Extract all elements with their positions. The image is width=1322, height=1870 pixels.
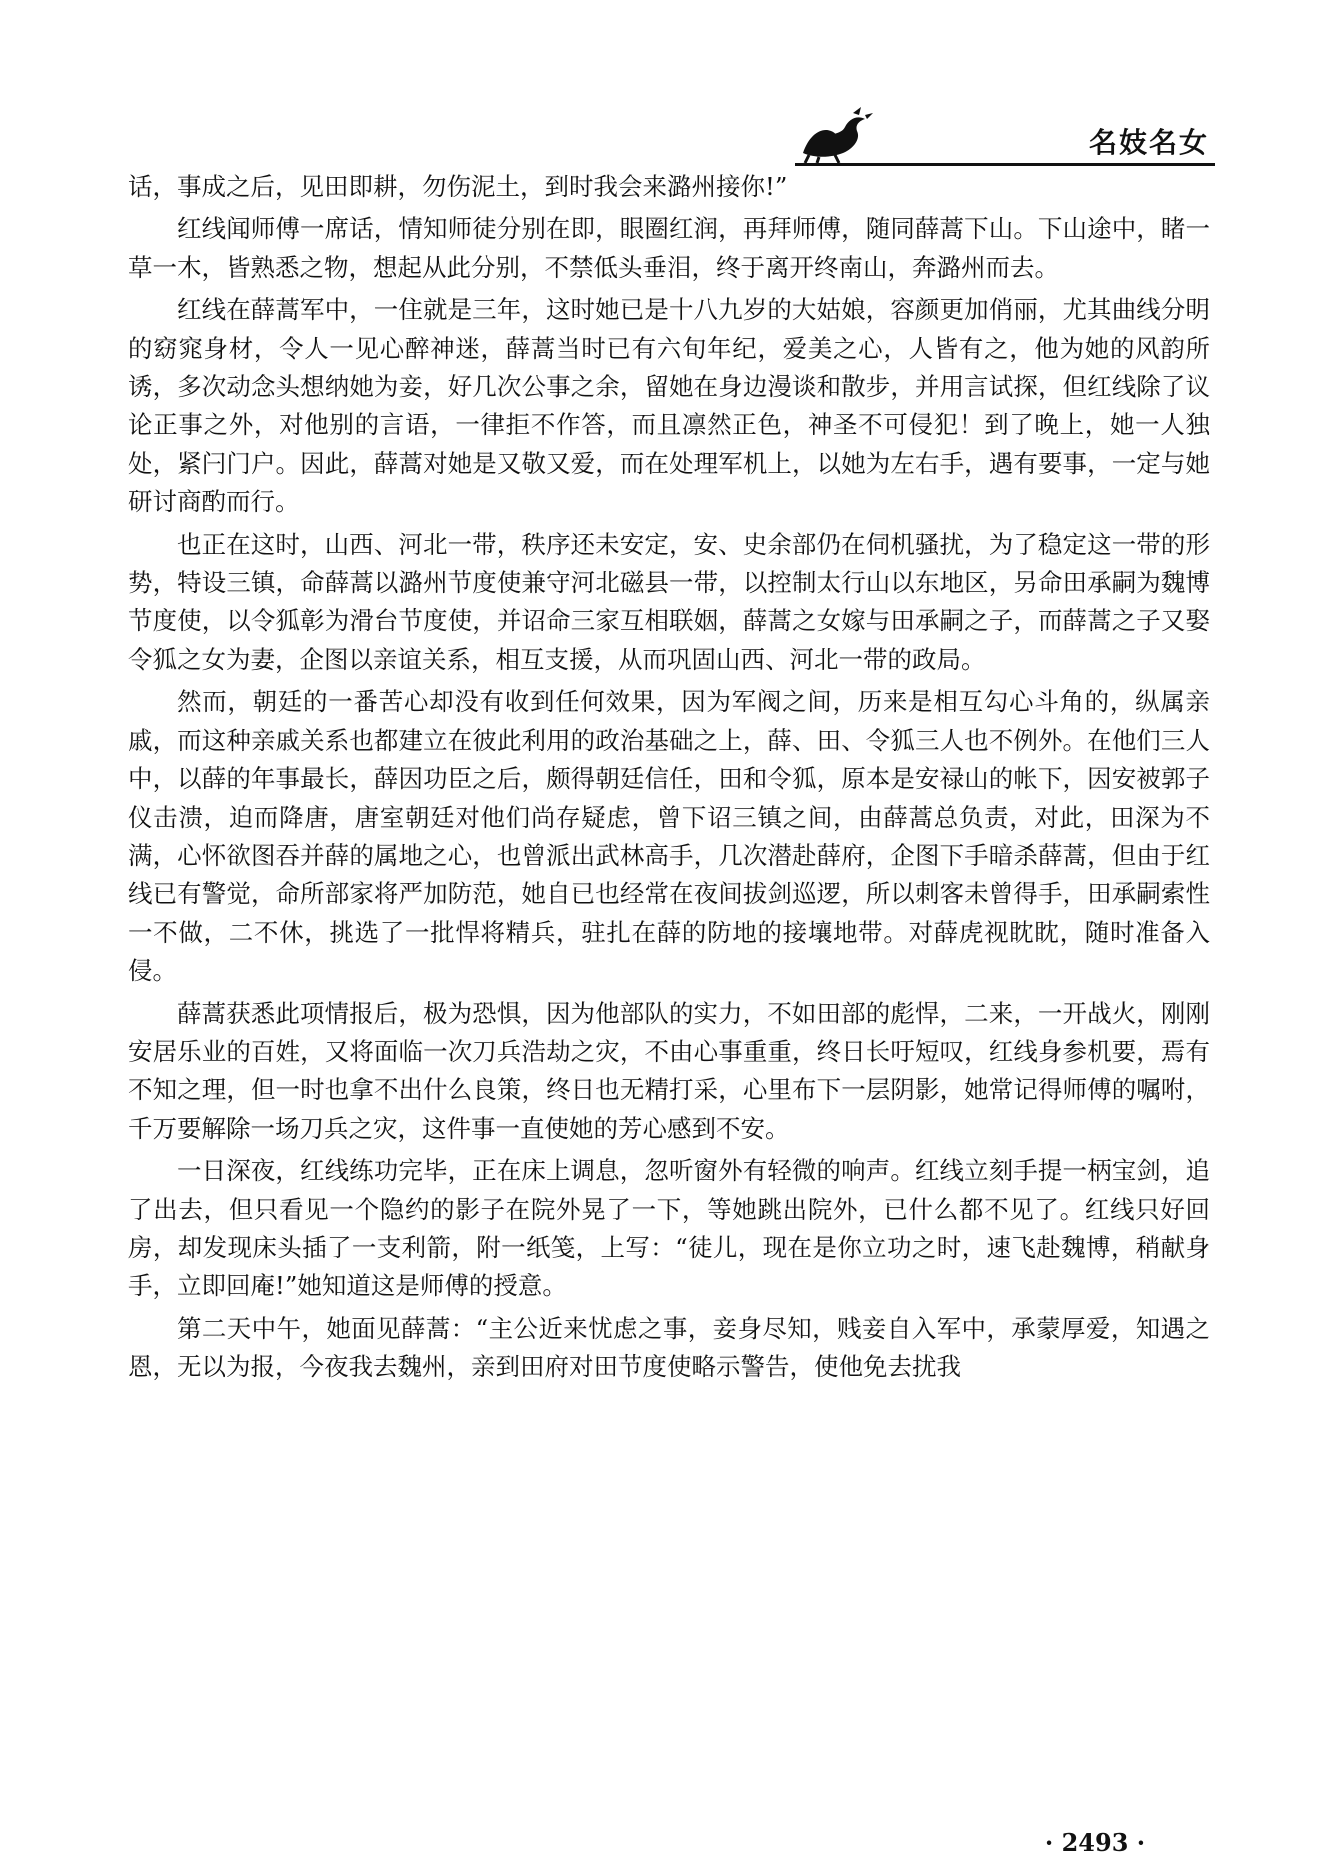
paragraph: 薛蒿获悉此项情报后，极为恐惧，因为他部队的实力，不如田部的彪悍，二来，一开战火，刚刚安居乐业的百姓，又将面临一次刀兵浩劫之灾，不由心事重重，终日长吁短叹，红线身参机要，焉有不知之理，但一时也拿不出什么良策，终日也无精打采，心里布下一层阴影，她常记得师傅的嘱咐，千万要解除一场刀兵之灾，这件事一直使她的芳心感到不安。 — [128, 998, 1210, 1143]
dragon-emblem-icon — [795, 105, 875, 165]
header-title: 名妓名女 — [1088, 126, 1209, 159]
paragraph: 话，事成之后，见田即耕，勿伤泥土，到时我会来潞州接你!” — [128, 172, 788, 201]
paragraph: 第二天中午，她面见薛蒿：“主公近来忧虑之事，妾身尽知，贱妾自入军中，承蒙厚爱，知遇之恩，无以为报，今夜我去魏州，亲到田府对田节度使略示警告，使他免去扰我 — [128, 1313, 1210, 1382]
paragraph: 一日深夜，红线练功完毕，正在床上调息，忽听窗外有轻微的响声。红线立刻手提一柄宝剑，追了出去，但只看见一个隐约的影子在院外晃了一下，等她跳出院外，已什么都不见了。红线只好回房，却发现床头插了一支利箭，附一纸笺，上写：“徒儿，现在是你立功之时，速飞赴魏博，稍献身手，立即回庵!”她知道这是师傅的授意。 — [128, 1156, 1210, 1301]
paragraph: 红线闻师傅一席话，情知师徒分别在即，眼圈红润，再拜师傅，随同薛蒿下山。下山途中，睹一草一木，皆熟悉之物，想起从此分别，不禁低头垂泪，终于离开终南山，奔潞州而去。 — [128, 214, 1210, 282]
paragraph: 红线在薛蒿军中，一住就是三年，这时她已是十八九岁的大姑娘，容颜更加俏丽，尤其曲线分明的窈窕身材，令人一见心醉神迷，薛蒿当时已有六旬年纪，爱美之心，人皆有之，他为她的风韵所诱，多次动念头想纳她为妾，好几次公事之余，留她在身边漫谈和散步，并用言试探，但红线除了议论正事之外，对他别的言语，一律拒不作答，而且凛然正色，神圣不可侵犯！到了晚上，她一人独处，紧闩门户。因此，薛蒿对她是又敬又爱，而在处理军机上，以她为左右手，遇有要事，一定与她研讨商酌而行。 — [128, 295, 1210, 517]
running-header — [795, 105, 1215, 165]
paragraph: 然而，朝廷的一番苦心却没有收到任何效果，因为军阀之间，历来是相互勾心斗角的，纵属亲戚，而这种亲戚关系也都建立在彼此利用的政治基础之上，薛、田、令狐三人也不例外。在他们三人中，以薛的年事最长，薛因功臣之后，颇得朝廷信任，田和令狐，原本是安禄山的帐下，因安被郭子仪击溃，迫而降唐，唐室朝廷对他们尚存疑虑，曾下诏三镇之间，由薛蒿总负责，对此，田深为不满，心怀欲图吞并薛的属地之心，也曾派出武林高手，几次潜赴薛府，企图下手暗杀薛蒿，但由于红线已有警觉，命所部家将严加防范，她自已也经常在夜间拔剑巡逻，所以刺客未曾得手，田承嗣索性一不做，二不休，挑选了一批悍将精兵，驻扎在薛的防地的接壤地带。对薛虎视眈眈，随时准备入侵。 — [128, 687, 1210, 986]
body-text — [128, 168, 1210, 1391]
paragraph: 也正在这时，山西、河北一带，秩序还未安定，安、史余部仍在伺机骚扰，为了稳定这一带的形势，特设三镇，命薛蒿以潞州节度使兼守河北磁县一带，以控制太行山以东地区，另命田承嗣为魏博节度使，以令狐彰为滑台节度使，并诏命三家互相联姻，薛蒿之女嫁与田承嗣之子，而薛蒿之子又娶令狐之女为妻，企图以亲谊关系，相互支援，从而巩固山西、河北一带的政局。 — [128, 529, 1210, 674]
page-number: · 2493 · — [1044, 1828, 1146, 1857]
header-rule — [795, 163, 1215, 166]
